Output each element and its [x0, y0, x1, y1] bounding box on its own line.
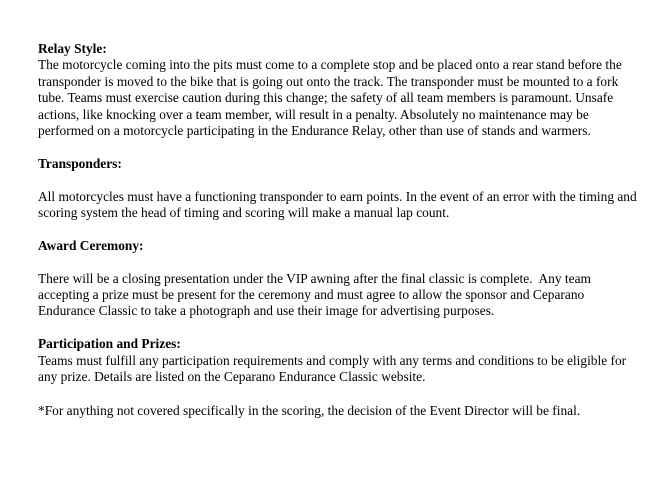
transponders-text: All motorcycles must have a functioning transponder to earn points. In the event of an error with the timing and scoring system the head of timing and scoring will make a manual lap count.	[38, 188, 637, 221]
spacer	[38, 221, 638, 237]
spacer	[38, 139, 638, 155]
transponders-heading: Transponders:	[38, 155, 122, 171]
participation-heading: Participation and Prizes:	[38, 336, 181, 352]
spacer	[38, 254, 638, 270]
document-body	[38, 41, 638, 420]
award-ceremony-heading: Award Ceremony:	[38, 237, 144, 253]
participation-text: Teams must fulfill any participation requirements and comply with any terms and conditions to be eligible for any prize. Details are listed on the Ceparano Endurance Classic website.	[38, 352, 627, 385]
relay-style-text: The motorcycle coming into the pits must come to a complete stop and be placed onto a rear stand before the transponder is moved to the bike that is going out onto the track. The transponder must be mounted to a fork tube. Teams must exercise caution during this change; the safety of all team members is paramount. Unsafe actions, like knocking over a team member, will result in a penalty. Absolutely no maintenance may be performed on a motorcycle participating in the Endurance Relay, other than use of stands and warmers.	[38, 57, 622, 139]
spacer	[38, 385, 638, 403]
relay-style-heading: Relay Style:	[38, 41, 107, 56]
spacer	[38, 172, 638, 188]
spacer	[38, 320, 638, 336]
footnote: *For anything not covered specifically in the scoring, the decision of the Event Director will be final.	[38, 403, 581, 419]
award-ceremony-text: There will be a closing presentation under the VIP awning after the final classic is complete. Any team accepting a prize must be present for the ceremony and must agree to allow the sponsor and Ceparano Endurance Classic to take a photograph and use their image for advertising purposes.	[38, 270, 595, 319]
